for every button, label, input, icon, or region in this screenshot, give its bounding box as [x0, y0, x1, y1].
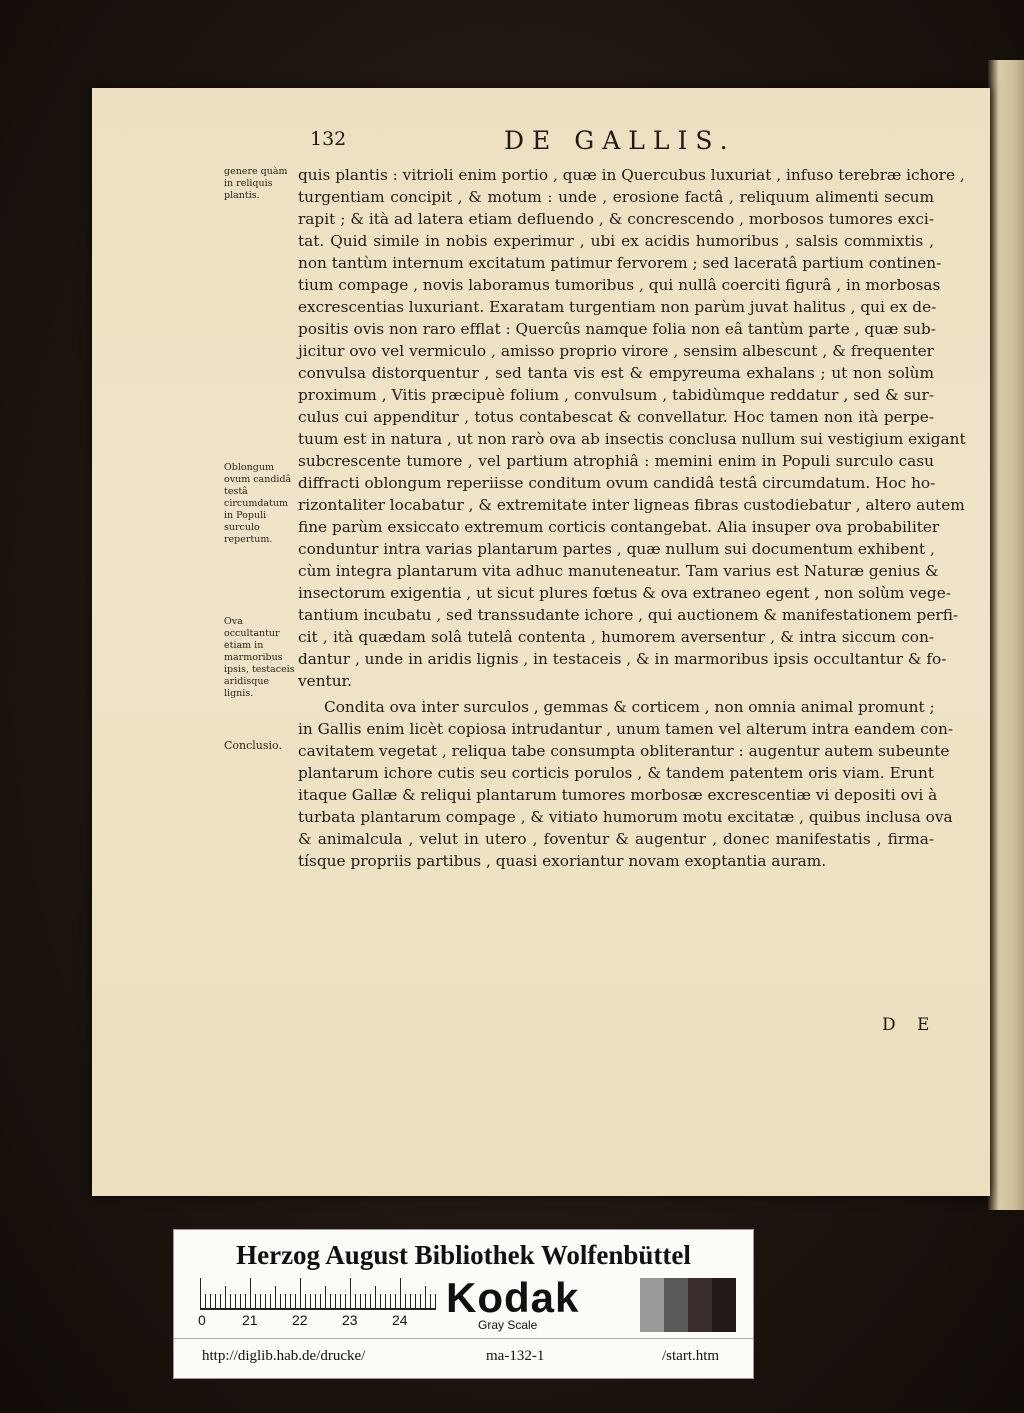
facing-page-edge [994, 140, 1022, 1040]
show-through-text [298, 1092, 938, 1106]
ruler-tick [275, 1286, 276, 1308]
text-line: tísque propriis partibus , quasi exoriantur novam exoptantia auram. [298, 852, 827, 870]
text-line: dantur , unde in aridis lignis , in testaceis , & in marmoribus ipsis occultantur & fo- [298, 650, 947, 668]
show-through-text [298, 900, 938, 914]
show-through-text [298, 878, 938, 892]
margin-note-1: genere quàm in reliquis plantis. [224, 166, 288, 201]
ruler-tick [375, 1286, 376, 1308]
gray-scale-label: Gray Scale [478, 1318, 538, 1332]
ruler-tick [225, 1286, 226, 1308]
text-line: turbata plantarum compage , & vitiato humorum motu excitatæ , quibus inclusa ova [298, 808, 953, 826]
text-line: Condita ova inter surculos , gemmas & corticem , non omnia animal promunt ; [324, 698, 935, 716]
page-number: 132 [310, 128, 347, 150]
text-line: rizontaliter locabatur , & extremitate inter ligneas fibras custodiebatur , altero autem [298, 496, 965, 514]
kodak-logo: Kodak [446, 1274, 580, 1321]
margin-note-2: Oblongum ovum candidâ testâ circumdatum in Populi surculo repertum. [224, 462, 292, 545]
text-line: rapit ; & ità ad latera etiam defluendo , & concrescendo , morbosos tumores exci- [298, 210, 934, 228]
ruler-tick [430, 1294, 431, 1308]
gray-patch [664, 1278, 688, 1332]
ruler-tick [210, 1294, 211, 1308]
ruler-tick [350, 1278, 351, 1308]
text-line: tat. Quid simile in nobis experimur , ubi ex acidis humoribus , salsis commixtis , [298, 232, 934, 250]
ruler-tick [390, 1294, 391, 1308]
text-line: jicitur ovo vel vermiculo , amisso proprio virore , sensim albescunt , & frequenter [298, 342, 934, 360]
text-line: insectorum exigentia , ut sicut plures fœtus & ova extraneo egent , non solùm vege- [298, 584, 951, 602]
library-name: Herzog August Bibliothek Wolfenbüttel [236, 1240, 691, 1270]
ruler-tick [415, 1294, 416, 1308]
ruler-tick [330, 1294, 331, 1308]
ruler-tick [285, 1294, 286, 1308]
ruler-tick [340, 1294, 341, 1308]
ruler-label: 23 [342, 1312, 358, 1328]
ruler-tick [315, 1294, 316, 1308]
ruler-tick [295, 1294, 296, 1308]
ruler-tick [290, 1294, 291, 1308]
ruler-tick [260, 1294, 261, 1308]
ruler-tick [400, 1278, 401, 1308]
ruler-label: 21 [242, 1312, 258, 1328]
text-line: tium compage , novis laboramus tumoribus , qui nullâ coerciti figurâ , in morbosas [298, 276, 941, 294]
text-line: quis plantis : vitrioli enim portio , quæ in Quercubus luxuriat , infuso terebræ ichore , [298, 166, 965, 184]
ruler-tick [200, 1278, 201, 1308]
text-line: culus cui appenditur , totus contabescat & convellatur. Hoc tamen non ità perpe- [298, 408, 934, 426]
text-line: cùm integra plantarum vita adhuc manuteneatur. Tam varius est Naturæ genius & [298, 562, 939, 580]
card-shelfmark: ma-132-1 [486, 1348, 545, 1364]
text-line: tantium incubatu , sed transsudante ichore , qui auctionem & manifestationem perfi- [298, 606, 959, 624]
ruler-tick [325, 1286, 326, 1308]
ruler-tick [230, 1294, 231, 1308]
library-color-card [173, 1229, 754, 1379]
ruler-label: 22 [292, 1312, 308, 1328]
ruler-tick [220, 1294, 221, 1308]
margin-note-conclusio: Conclusio. [224, 739, 282, 752]
text-line: conduntur intra varias plantarum partes , quæ nullum sui documentum exhibent , [298, 540, 935, 558]
ruler-tick [365, 1294, 366, 1308]
ruler-tick [380, 1294, 381, 1308]
text-line: in Gallis enim licèt copiosa intrudantur , unum tamen vel alterum intra eandem con- [298, 720, 954, 738]
ruler-tick [320, 1294, 321, 1308]
ruler-tick [235, 1294, 236, 1308]
text-line: convulsa distorquentur , sed tanta vis est & empyreuma exhalans ; ut non solùm [298, 364, 934, 382]
ruler-tick [215, 1294, 216, 1308]
ruler-label: 24 [392, 1312, 408, 1328]
ruler-tick [425, 1286, 426, 1308]
ruler-tick [300, 1278, 301, 1308]
ruler-tick [245, 1294, 246, 1308]
show-through-text [298, 1136, 938, 1150]
text-line: ventur. [298, 672, 353, 690]
gray-patch [640, 1278, 664, 1332]
ruler-tick [405, 1294, 406, 1308]
text-line: non tantùm internum excitatum patimur fervorem ; sed laceratâ partium continen- [298, 254, 942, 272]
card-divider [174, 1338, 753, 1339]
running-head: DE GALLIS. [504, 126, 736, 155]
ruler-tick [310, 1294, 311, 1308]
ruler-label: 0 [198, 1312, 206, 1328]
ruler-tick [355, 1294, 356, 1308]
ruler-tick [205, 1294, 206, 1308]
measurement-ruler [200, 1276, 436, 1310]
ruler-tick [255, 1294, 256, 1308]
text-line: plantarum ichore cutis seu corticis porulos , & tandem patentem oris viam. Erunt [298, 764, 934, 782]
ruler-tick [420, 1294, 421, 1308]
card-url-end: /start.htm [662, 1348, 720, 1364]
gray-patch [712, 1278, 736, 1332]
margin-note-3: Ova occultantur etiam in marmoribus ipsis, testaceis aridisque lignis. [224, 616, 295, 699]
show-through-text [298, 922, 938, 936]
ruler-tick [360, 1294, 361, 1308]
ruler-tick [385, 1294, 386, 1308]
text-line: itaque Gallæ & reliqui plantarum tumores morbosæ excrescentiæ vi depositi ovi à [298, 786, 938, 804]
text-line: excrescentias luxuriant. Exaratam turgentiam non parùm juvat halitus , qui ex de- [298, 298, 937, 316]
ruler-tick [370, 1294, 371, 1308]
text-line: diffracti oblongum reperiisse conditum ovum candidâ testâ circumdatum. Hoc ho- [298, 474, 936, 492]
text-line: cavitatem vegetat , reliqua tabe consumpta obliterantur : augentur autem subeunte [298, 742, 950, 760]
ruler-tick [335, 1294, 336, 1308]
gray-patch [688, 1278, 712, 1332]
ruler-tick [280, 1294, 281, 1308]
text-line: & animalcula , velut in utero , foventur & augentur , donec manifestatis , firma- [298, 830, 934, 848]
text-line: positis ovis non raro efflat : Quercûs namque folia non eâ tantùm parte , quæ sub- [298, 320, 936, 338]
text-line: fine parùm exsiccato extremum corticis contangebat. Alia insuper ova probabiliter [298, 518, 940, 536]
ruler-tick [270, 1294, 271, 1308]
gray-scale-patches [640, 1278, 736, 1332]
show-through-text [298, 944, 938, 958]
show-through-text [298, 1114, 938, 1128]
ruler-tick [265, 1294, 266, 1308]
page-header [92, 126, 990, 156]
show-through-text [298, 1158, 938, 1172]
ruler-tick [240, 1294, 241, 1308]
text-line: turgentiam concipit , & motum : unde , erosione factâ , reliquum alimenti secum [298, 188, 934, 206]
text-line: subcrescente tumore , vel partium atrophiâ : memini enim in Populi surculo casu [298, 452, 934, 470]
card-url: http://diglib.hab.de/drucke/ [202, 1348, 366, 1364]
text-line: cit , ità quædam solâ tutelâ contenta , humorem aversentur , & intra siccum con- [298, 628, 934, 646]
ruler-tick [435, 1294, 436, 1308]
text-line: tuum est in natura , ut non rarò ova ab insectis conclusa nullum sui vestigium exigant [298, 430, 966, 448]
ruler-tick [345, 1294, 346, 1308]
ruler-tick [395, 1294, 396, 1308]
text-line: proximum , Vitis præcipuè folium , convulsum , tabidùmque reddatur , sed & sur- [298, 386, 934, 404]
ruler-tick [410, 1294, 411, 1308]
ruler-tick [250, 1278, 251, 1308]
catchword: D E [882, 1015, 938, 1035]
ruler-tick [305, 1294, 306, 1308]
book-page [92, 88, 990, 1196]
